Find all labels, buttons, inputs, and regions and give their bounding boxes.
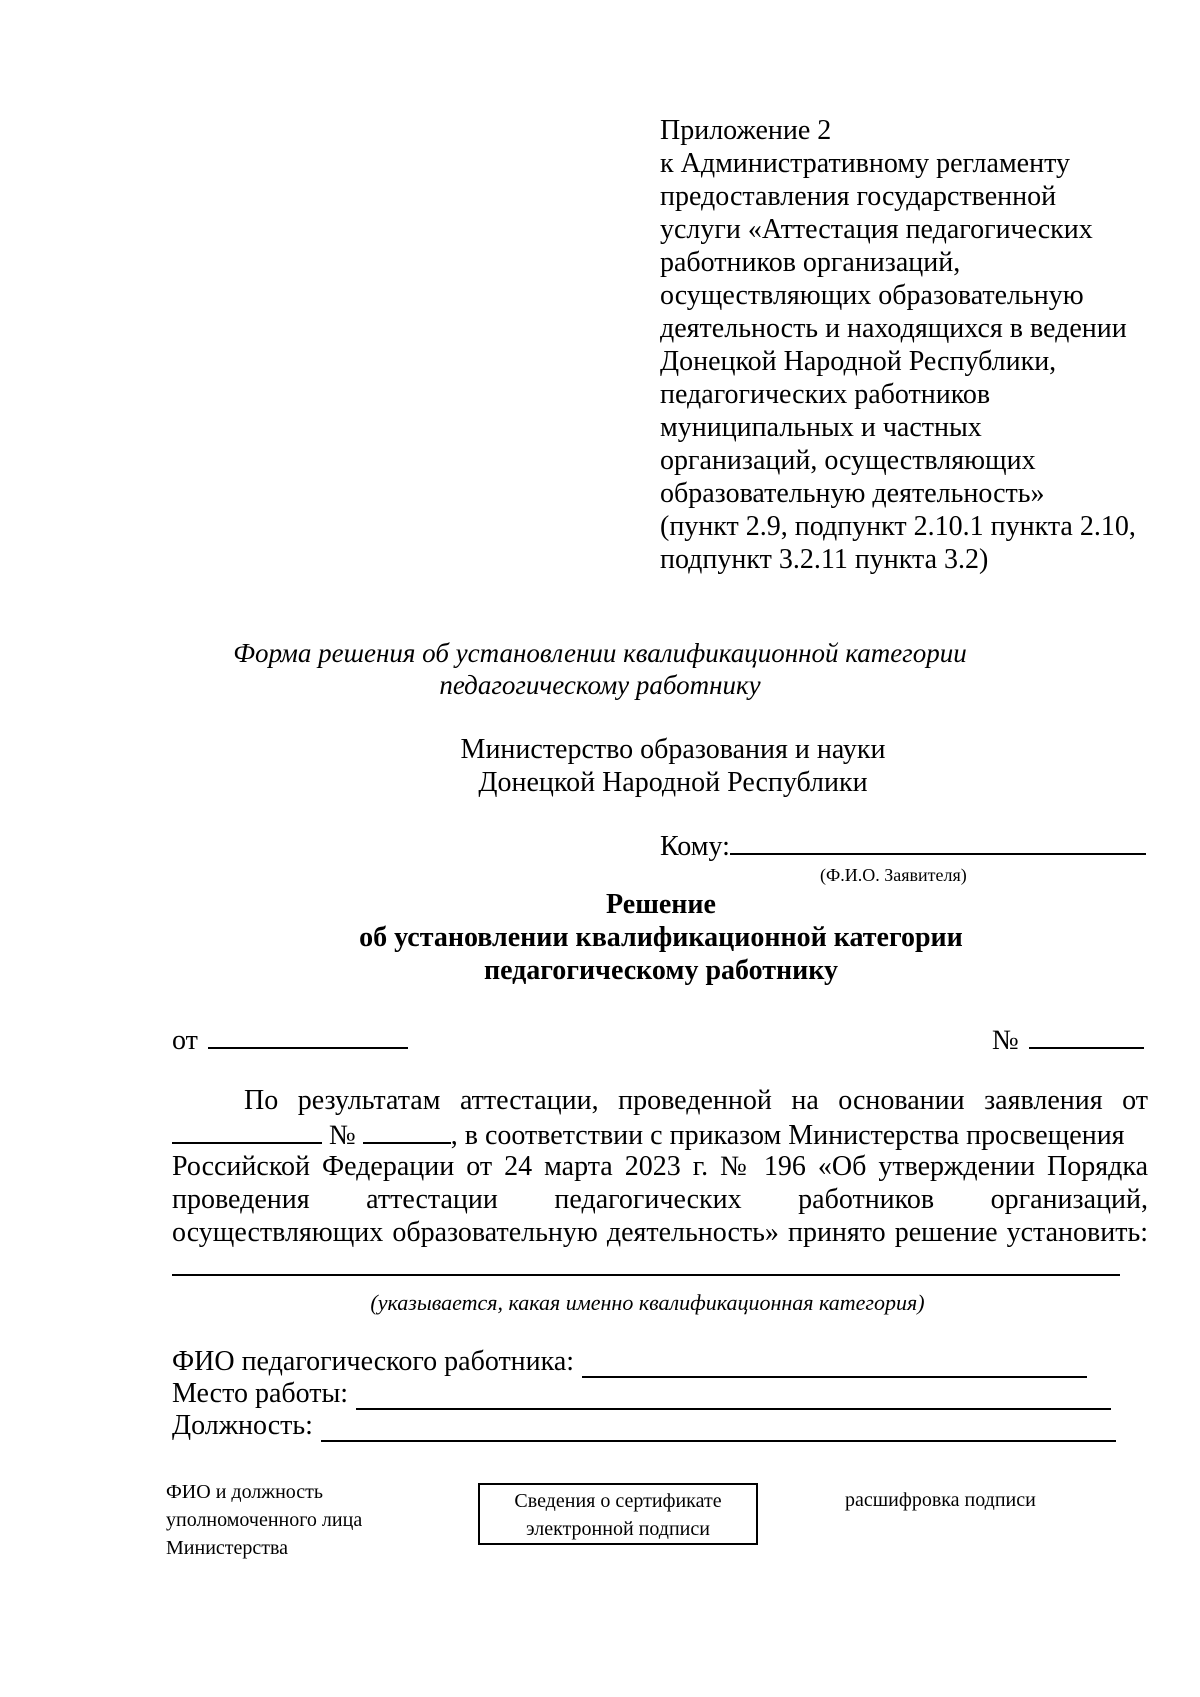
appendix-line: муниципальных и частных	[660, 412, 982, 443]
appendix-line: услуги «Аттестация педагогических	[660, 214, 1093, 245]
teacher-name-blank	[582, 1352, 1087, 1378]
appendix-line: Приложение 2	[660, 115, 832, 146]
position-label: Должность:	[172, 1410, 313, 1441]
workplace-blank	[356, 1384, 1111, 1410]
body-text: , в соответствии с приказом Министерства просвещения	[450, 1120, 1125, 1151]
body-line	[172, 1117, 1148, 1150]
body-word: на	[791, 1085, 819, 1116]
application-number-blank	[363, 1117, 451, 1144]
number-blank	[1029, 1021, 1144, 1049]
ministry-name	[0, 733, 1200, 799]
signer-block	[166, 1478, 362, 1562]
form-title	[0, 637, 1200, 701]
date-blank	[208, 1021, 408, 1049]
decision-title-line: об установлении квалификационной категории	[359, 922, 963, 953]
body-word: от	[1122, 1085, 1148, 1116]
body-line	[172, 1183, 1148, 1216]
certificate-line: электронной подписи	[526, 1518, 710, 1540]
body-word: результатам	[297, 1085, 441, 1116]
category-note: (указывается, какая именно квалификационная категория)	[370, 1290, 925, 1315]
body-text: организаций,	[990, 1184, 1148, 1215]
appendix-line: к Административному регламенту	[660, 148, 1070, 179]
appendix-line: педагогических работников	[660, 379, 991, 410]
workplace-field	[172, 1378, 1116, 1410]
recipient-field	[660, 827, 1146, 863]
signature-decryption: расшифровка подписи	[845, 1489, 1036, 1511]
appendix-line: Донецкой Народной Республики,	[660, 346, 1057, 377]
form-title-line: педагогическому работнику	[439, 670, 761, 700]
category-blank	[172, 1274, 1120, 1276]
certificate-box	[478, 1483, 758, 1545]
body-line: осуществляющих образовательную деятельность» принято решение установить:	[172, 1217, 1148, 1248]
date-field	[172, 1021, 408, 1057]
decision-title	[0, 888, 1200, 987]
body-word: По	[244, 1085, 279, 1116]
number-label: №	[992, 1025, 1019, 1056]
ministry-line: Донецкой Народной Республики	[478, 767, 868, 798]
decision-title-line: педагогическому работнику	[483, 955, 839, 986]
signer-line: Министерства	[166, 1537, 289, 1559]
body-line: Российской Федерации от 24 марта 2023 г. № 196 «Об утверждении Порядка	[172, 1151, 1148, 1182]
certificate-line: Сведения о сертификате	[514, 1490, 722, 1512]
application-date-blank	[172, 1117, 322, 1144]
decision-title-line: Решение	[606, 889, 716, 920]
body-word: заявления	[984, 1085, 1103, 1116]
recipient-label: Кому:	[660, 831, 730, 862]
position-field	[172, 1410, 1116, 1442]
appendix-line: образовательную деятельность»	[660, 478, 1045, 509]
appendix-line: организаций, осуществляющих	[660, 445, 1036, 476]
body-number-sign: №	[329, 1120, 356, 1151]
number-field	[992, 1021, 1144, 1057]
signer-line: ФИО и должность	[166, 1481, 324, 1503]
signer-line: уполномоченного лица	[166, 1509, 363, 1531]
body-line	[172, 1084, 1148, 1117]
body-word: основании	[838, 1085, 965, 1116]
appendix-line: подпункт 3.2.11 пункта 3.2)	[660, 544, 989, 575]
appendix-line: (пункт 2.9, подпункт 2.10.1 пункта 2.10,	[660, 511, 1136, 542]
body-text: педагогических	[554, 1184, 742, 1215]
appendix-line: деятельность и находящихся в ведении	[660, 313, 1127, 344]
appendix-line: работников организаций,	[660, 247, 961, 278]
teacher-fields	[172, 1346, 1116, 1442]
body-text: проведения	[172, 1184, 310, 1215]
teacher-name-label: ФИО педагогического работника:	[172, 1346, 575, 1377]
appendix-line: предоставления государственной	[660, 181, 1057, 212]
position-blank	[321, 1416, 1116, 1442]
recipient-blank	[730, 827, 1146, 855]
workplace-label: Место работы:	[172, 1378, 349, 1409]
body-text: аттестации	[366, 1184, 498, 1215]
appendix-line: осуществляющих образовательную	[660, 280, 1084, 311]
decision-body	[172, 1084, 1148, 1249]
form-title-line: Форма решения об установлении квалификационной категории	[233, 638, 967, 668]
teacher-name-field	[172, 1346, 1116, 1378]
recipient-note: (Ф.И.О. Заявителя)	[820, 865, 967, 885]
body-word: аттестации,	[459, 1085, 599, 1116]
body-text: работников	[798, 1184, 935, 1215]
ministry-line: Министерство образования и науки	[460, 734, 886, 765]
date-label: от	[172, 1025, 198, 1056]
body-word: проведенной	[618, 1085, 772, 1116]
appendix-header	[660, 114, 1160, 576]
